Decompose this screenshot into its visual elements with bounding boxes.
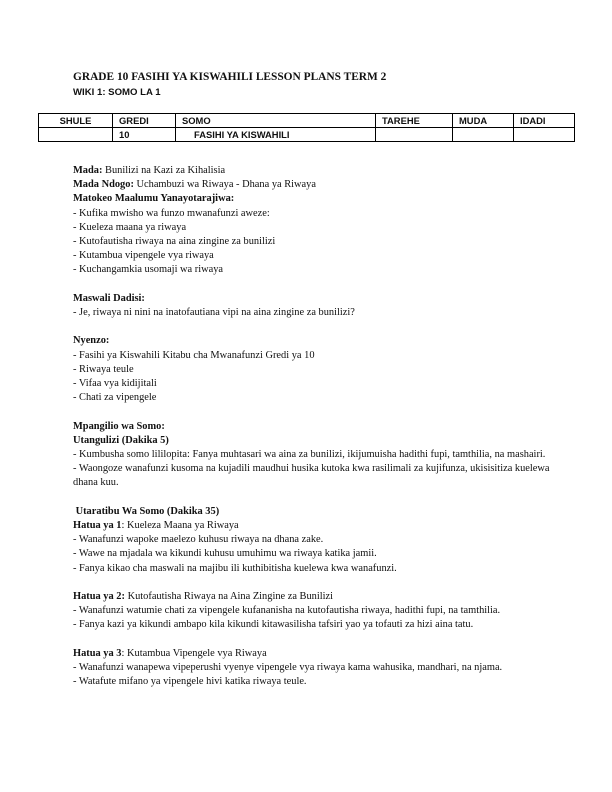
mada-ndogo-line xyxy=(73,178,553,192)
step-3-sep: : xyxy=(121,647,127,659)
table-header-row xyxy=(39,114,575,128)
mpangilio-heading xyxy=(73,420,553,434)
mada-label: Mada: xyxy=(73,165,103,176)
document-title: GRADE 10 FASIHI YA KISWAHILI LESSON PLANS TERM 2 xyxy=(73,71,387,83)
list-item: - Kueleza maana ya riwaya xyxy=(73,221,187,233)
utangulizi-heading-text: Utangulizi (Dakika 5) xyxy=(73,434,169,446)
cell-tarehe xyxy=(376,128,453,142)
step-1-sep: : xyxy=(121,520,127,532)
maswali-heading xyxy=(73,292,553,306)
list-item: - Fanya kikao cha maswali na majibu ili kuthibitisha kuelewa kwa wanafunzi. xyxy=(73,562,397,574)
step-1-title: Kueleza Maana ya Riwaya xyxy=(127,520,239,532)
step-2-heading xyxy=(73,590,553,604)
nyenzo-heading xyxy=(73,334,553,348)
list-item: - Riwaya teule xyxy=(73,363,134,375)
list-item: - Vifaa vya kidijitali xyxy=(73,378,157,390)
step-2-title: Kutofautisha Riwaya na Aina Zingine za Bunilizi xyxy=(127,591,334,603)
matokeo-heading-text: Matokeo Maalumu Yanayotarajiwa: xyxy=(73,193,235,205)
table-row xyxy=(39,128,575,142)
mada-value: Bunilizi na Kazi za Kihalisia xyxy=(102,165,226,176)
spacer xyxy=(73,576,553,590)
mada-ndogo-label: Mada Ndogo: xyxy=(73,179,134,191)
spacer xyxy=(73,278,553,292)
list-item: - Fasihi ya Kiswahili Kitabu cha Mwanafunzi Gredi ya 10 xyxy=(73,349,315,361)
list-item: - Chati za vipengele xyxy=(73,392,157,404)
list-item: - Kuchangamkia usomaji wa riwaya xyxy=(73,264,224,276)
list-item: - Waongoze wanafunzi kusoma na kujadili maudhui husika kutoka kwa rasilimali za kujifunza, ukisisitiza kuelewa dhana kuu. xyxy=(73,463,550,489)
spacer xyxy=(73,405,553,419)
spacer xyxy=(73,633,553,647)
mada-ndogo-value: Uchambuzi wa Riwaya - Dhana ya Riwaya xyxy=(133,179,316,191)
list-item: - Wawe na mjadala wa kikundi kuhusu umuhimu wa riwaya katika jamii. xyxy=(73,548,377,560)
header-cell-somo: SOMO xyxy=(176,114,376,128)
header-cell-gredi: GREDI xyxy=(113,114,176,128)
header-cell-tarehe: TAREHE xyxy=(376,114,453,128)
list-item: - Kutambua vipengele vya riwaya xyxy=(73,250,214,262)
list-item: - Wanafunzi watumie chati za vipengele kufananisha na kutofautisha riwaya, hadithi fupi, na tamthilia. xyxy=(73,605,501,617)
list-item: - Watafute mifano ya vipengele hivi katika riwaya teule. xyxy=(73,676,307,688)
spacer xyxy=(73,320,553,334)
utaratibu-heading xyxy=(73,505,553,519)
utangulizi-heading xyxy=(73,434,553,448)
lesson-body xyxy=(73,164,553,689)
matokeo-heading xyxy=(73,192,553,206)
cell-muda xyxy=(453,128,514,142)
step-1-label: Hatua ya 1 xyxy=(73,520,122,532)
spacer xyxy=(73,491,553,505)
step-2-label: Hatua ya 2: xyxy=(73,591,125,603)
cell-gredi: 10 xyxy=(113,128,176,142)
step-3-label: Hatua ya 3 xyxy=(73,647,122,659)
step-3-heading xyxy=(73,647,553,661)
lesson-info-table xyxy=(38,113,575,142)
list-item: - Je, riwaya ni nini na inatofautiana vipi na aina zingine za bunilizi? xyxy=(73,307,355,319)
cell-idadi xyxy=(514,128,575,142)
header-cell-idadi: IDADI xyxy=(514,114,575,128)
list-item: - Wanafunzi wanapewa vipeperushi vyenye vipengele vya riwaya kama wahusika, mandhari, na njama. xyxy=(73,662,503,674)
header-cell-muda: MUDA xyxy=(453,114,514,128)
list-item: - Kutofautisha riwaya na aina zingine za bunilizi xyxy=(73,236,276,248)
utaratibu-heading-text: Utaratibu Wa Somo (Dakika 35) xyxy=(73,505,220,517)
list-item: - Fanya kazi ya kikundi ambapo kila kikundi kitawasilisha tafsiri yao ya tofauti za hizi aina tatu. xyxy=(73,619,474,631)
document-subtitle: WIKI 1: SOMO LA 1 xyxy=(73,87,161,98)
mada-line xyxy=(73,164,553,178)
list-item: - Kufika mwisho wa funzo mwanafunzi aweze: xyxy=(73,207,270,219)
header-cell-shule: SHULE xyxy=(39,114,113,128)
maswali-heading-text: Maswali Dadisi: xyxy=(73,292,145,304)
mpangilio-heading-text: Mpangilio wa Somo: xyxy=(73,420,165,432)
cell-shule xyxy=(39,128,113,142)
list-item: - Kumbusha somo lililopita: Fanya muhtasari wa aina za bunilizi, ikijumuisha hadithi fupi, tamthilia, na mashairi. xyxy=(73,449,546,461)
step-3-title: Kutambua Vipengele vya Riwaya xyxy=(127,647,267,659)
nyenzo-heading-text: Nyenzo: xyxy=(73,335,110,347)
cell-somo: FASIHI YA KISWAHILI xyxy=(176,128,376,142)
step-1-heading xyxy=(73,519,553,533)
list-item: - Wanafunzi wapoke maelezo kuhusu riwaya na dhana zake. xyxy=(73,534,324,546)
